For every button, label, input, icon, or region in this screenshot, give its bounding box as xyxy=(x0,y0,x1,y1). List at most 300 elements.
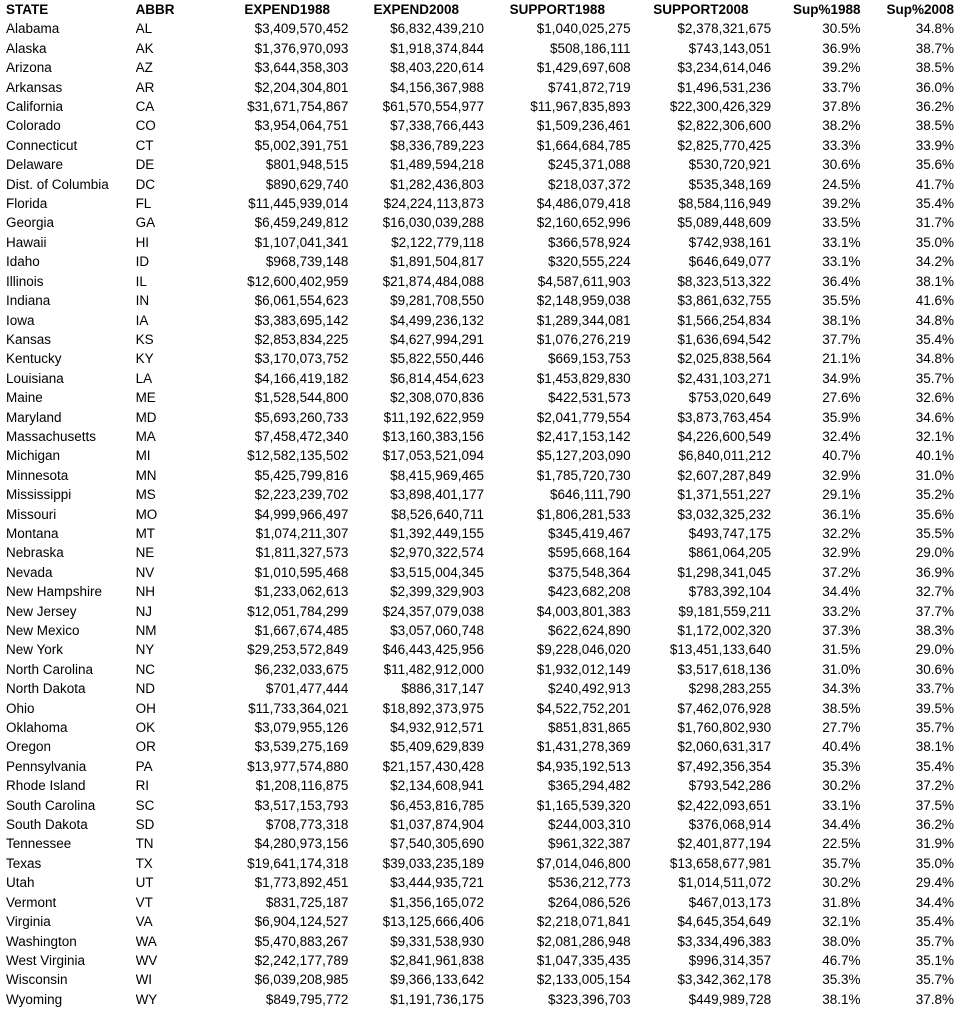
cell-sup-pct-2008: 34.8% xyxy=(915,21,954,37)
cell-abbr: PA xyxy=(135,758,153,774)
cell-expend2008: $1,891,504,817 xyxy=(390,254,484,270)
cell-support2008: $861,064,205 xyxy=(688,545,772,561)
cell-sup-pct-1988: 33.3% xyxy=(822,137,861,153)
cell-support2008: $1,014,511,072 xyxy=(678,875,772,891)
cell-state: Maine xyxy=(6,390,43,406)
cell-support1988: $961,322,387 xyxy=(548,836,631,852)
cell-sup-pct-1988: 33.1% xyxy=(822,234,861,250)
cell-expend1988: $6,459,249,812 xyxy=(254,215,349,231)
cell-state: Montana xyxy=(6,525,59,541)
cell-sup-pct-1988: 34.9% xyxy=(822,370,861,386)
column-header-expend1988: EXPEND1988 xyxy=(244,2,330,17)
cell-state: Colorado xyxy=(6,118,61,134)
cell-abbr: AR xyxy=(135,79,155,95)
cell-sup-pct-2008: 35.6% xyxy=(915,157,954,173)
cell-support2008: $2,825,770,425 xyxy=(677,137,772,153)
cell-state: New York xyxy=(6,642,64,658)
cell-support1988: $1,429,697,608 xyxy=(536,60,631,76)
cell-sup-pct-1988: 37.8% xyxy=(822,99,861,115)
cell-support1988: $622,624,890 xyxy=(548,623,631,638)
cell-expend1988: $11,445,939,014 xyxy=(248,196,349,212)
cell-support2008: $2,607,287,849 xyxy=(677,467,772,483)
table-row xyxy=(0,78,960,97)
cell-state: Kentucky xyxy=(6,351,62,367)
cell-support1988: $741,872,719 xyxy=(548,79,631,95)
cell-sup-pct-1988: 21.1% xyxy=(822,351,861,367)
cell-state: Indiana xyxy=(6,293,51,309)
cell-abbr: LA xyxy=(135,370,153,386)
cell-abbr: MI xyxy=(135,448,151,464)
cell-support2008: $6,840,011,212 xyxy=(678,448,772,464)
cell-state: West Virginia xyxy=(6,952,86,968)
cell-expend2008: $2,308,070,836 xyxy=(390,390,484,406)
cell-support2008: $2,025,838,564 xyxy=(677,351,772,367)
cell-state: Alabama xyxy=(6,21,60,37)
table-row xyxy=(0,427,960,446)
cell-sup-pct-2008: 35.7% xyxy=(915,933,954,949)
cell-sup-pct-1988: 31.0% xyxy=(822,661,861,677)
cell-state: Georgia xyxy=(6,215,55,231)
cell-state: Florida xyxy=(6,196,48,212)
cell-expend2008: $3,898,401,177 xyxy=(390,487,484,503)
cell-sup-pct-2008: 32.1% xyxy=(915,428,954,444)
cell-sup-pct-2008: 38.1% xyxy=(915,739,954,755)
cell-support2008: $9,181,559,211 xyxy=(678,603,772,619)
cell-sup-pct-1988: 35.7% xyxy=(822,855,861,871)
cell-expend2008: $1,392,449,155 xyxy=(390,525,484,541)
cell-expend2008: $6,832,439,210 xyxy=(390,21,484,37)
cell-state: Washington xyxy=(6,933,77,949)
table-row xyxy=(0,116,960,135)
table-row xyxy=(0,311,960,330)
cell-expend2008: $2,970,322,574 xyxy=(390,545,484,561)
cell-expend2008: $18,892,373,975 xyxy=(382,700,484,716)
cell-expend1988: $5,693,260,733 xyxy=(254,409,349,425)
cell-state: Oregon xyxy=(6,739,52,755)
cell-sup-pct-2008: 35.0% xyxy=(915,855,954,871)
cell-state: New Hampshire xyxy=(6,584,103,600)
cell-sup-pct-1988: 37.2% xyxy=(822,564,861,580)
cell-support1988: $2,081,286,948 xyxy=(536,933,631,949)
table-row xyxy=(0,524,960,543)
cell-sup-pct-1988: 38.1% xyxy=(822,312,861,328)
cell-abbr: VT xyxy=(135,894,153,910)
table-row xyxy=(0,543,960,562)
cell-expend1988: $701,477,444 xyxy=(265,681,349,697)
cell-expend1988: $801,948,515 xyxy=(265,157,349,173)
cell-state: Virginia xyxy=(6,914,51,930)
cell-support2008: $1,636,694,542 xyxy=(677,331,772,347)
cell-state: California xyxy=(6,99,64,115)
column-header-abbr: ABBR xyxy=(135,2,175,17)
table-row xyxy=(0,466,960,485)
cell-abbr: OK xyxy=(135,720,156,736)
cell-support2008: $3,517,618,136 xyxy=(677,661,772,677)
cell-support2008: $3,342,362,178 xyxy=(677,972,772,988)
cell-expend1988: $1,010,595,468 xyxy=(254,564,349,580)
cell-abbr: CA xyxy=(135,99,155,115)
cell-sup-pct-2008: 31.0% xyxy=(915,467,954,483)
cell-support1988: $1,806,281,533 xyxy=(536,506,631,522)
cell-sup-pct-2008: 35.4% xyxy=(915,331,954,347)
cell-abbr: KS xyxy=(135,331,154,347)
cell-expend2008: $16,030,039,288 xyxy=(382,215,484,231)
cell-sup-pct-2008: 38.7% xyxy=(915,40,954,56)
table-row xyxy=(0,19,960,38)
cell-sup-pct-1988: 30.2% xyxy=(822,875,861,891)
cell-state: Hawaii xyxy=(6,234,47,250)
cell-support2008: $530,720,921 xyxy=(688,157,772,173)
cell-support1988: $1,453,829,830 xyxy=(536,370,631,386)
cell-sup-pct-1988: 27.6% xyxy=(822,390,861,406)
cell-sup-pct-1988: 29.1% xyxy=(822,487,861,503)
cell-sup-pct-2008: 36.9% xyxy=(915,564,954,580)
cell-expend2008: $11,482,912,000 xyxy=(383,661,484,677)
cell-support1988: $4,587,611,903 xyxy=(537,273,631,289)
cell-support1988: $1,076,276,219 xyxy=(536,331,631,347)
cell-support2008: $7,492,356,354 xyxy=(677,758,772,774)
cell-support2008: $449,989,728 xyxy=(688,991,772,1007)
cell-sup-pct-1988: 46.7% xyxy=(822,952,861,968)
cell-sup-pct-1988: 33.1% xyxy=(822,797,861,813)
cell-support1988: $365,294,482 xyxy=(548,778,631,794)
cell-support2008: $2,822,306,600 xyxy=(677,118,772,134)
cell-support1988: $2,417,153,142 xyxy=(536,428,631,444)
table-row xyxy=(0,213,960,232)
table-header xyxy=(0,0,960,19)
cell-expend1988: $1,107,041,341 xyxy=(254,234,349,250)
cell-support2008: $8,323,513,322 xyxy=(677,273,772,289)
table-row xyxy=(0,776,960,795)
cell-expend1988: $4,280,973,156 xyxy=(254,836,349,852)
cell-abbr: WY xyxy=(135,991,158,1007)
cell-sup-pct-1988: 35.3% xyxy=(822,758,861,774)
cell-expend2008: $4,156,367,988 xyxy=(390,79,484,95)
cell-expend1988: $3,079,955,126 xyxy=(254,720,349,736)
cell-sup-pct-2008: 38.5% xyxy=(915,60,954,76)
table-row xyxy=(0,97,960,116)
cell-abbr: MD xyxy=(135,409,157,425)
cell-sup-pct-2008: 38.5% xyxy=(915,118,954,134)
cell-expend2008: $8,336,789,223 xyxy=(390,137,484,153)
cell-expend1988: $1,773,892,451 xyxy=(254,875,349,891)
cell-support2008: $22,300,426,329 xyxy=(669,99,772,115)
cell-support2008: $1,566,254,834 xyxy=(677,312,772,328)
table-row xyxy=(0,602,960,621)
cell-expend2008: $9,331,538,930 xyxy=(390,933,484,949)
cell-sup-pct-2008: 41.6% xyxy=(915,293,954,309)
table-row xyxy=(0,563,960,582)
cell-sup-pct-1988: 39.2% xyxy=(822,60,861,76)
cell-expend1988: $2,204,304,801 xyxy=(254,79,349,95)
cell-sup-pct-1988: 37.7% xyxy=(822,331,861,347)
cell-state: Dist. of Columbia xyxy=(6,176,109,192)
cell-sup-pct-1988: 34.3% xyxy=(822,681,861,697)
column-header-sup-pct-1988: Sup%1988 xyxy=(793,2,861,17)
cell-expend2008: $24,357,079,038 xyxy=(382,603,484,619)
cell-expend2008: $7,338,766,443 xyxy=(390,118,484,134)
cell-support1988: $1,165,539,320 xyxy=(536,797,631,813)
table-row xyxy=(0,621,960,640)
cell-sup-pct-2008: 32.7% xyxy=(915,584,954,600)
cell-expend2008: $8,415,969,465 xyxy=(390,467,484,483)
cell-support2008: $298,283,255 xyxy=(688,681,772,697)
cell-support2008: $3,873,763,454 xyxy=(677,409,772,425)
cell-expend1988: $831,725,187 xyxy=(265,894,349,910)
cell-support1988: $375,548,364 xyxy=(548,564,631,580)
table-row xyxy=(0,505,960,524)
cell-abbr: AL xyxy=(135,21,153,37)
cell-state: Arkansas xyxy=(6,79,63,95)
cell-expend2008: $21,874,484,088 xyxy=(382,273,484,289)
cell-abbr: MS xyxy=(135,487,156,503)
cell-expend1988: $13,977,574,880 xyxy=(247,758,349,774)
table-row xyxy=(0,718,960,737)
cell-sup-pct-2008: 35.7% xyxy=(915,972,954,988)
cell-expend2008: $2,122,779,118 xyxy=(391,234,484,250)
cell-abbr: IA xyxy=(135,312,149,328)
cell-support1988: $646,111,790 xyxy=(550,487,631,503)
cell-support1988: $2,218,071,841 xyxy=(536,914,631,930)
cell-support2008: $2,378,321,675 xyxy=(677,21,772,37)
cell-sup-pct-1988: 32.9% xyxy=(822,467,861,483)
cell-expend1988: $11,733,364,021 xyxy=(248,700,349,716)
cell-support1988: $5,127,203,090 xyxy=(536,448,631,464)
table-row xyxy=(0,893,960,912)
cell-state: Michigan xyxy=(6,448,61,464)
cell-expend1988: $29,253,572,849 xyxy=(247,642,349,658)
cell-expend1988: $6,061,554,623 xyxy=(254,293,349,309)
cell-sup-pct-2008: 39.5% xyxy=(915,700,954,716)
cell-support1988: $1,785,720,730 xyxy=(536,467,631,483)
cell-expend1988: $1,528,544,800 xyxy=(254,390,349,406)
cell-support2008: $13,451,133,640 xyxy=(669,642,772,658)
table-row xyxy=(0,388,960,407)
cell-sup-pct-2008: 31.9% xyxy=(915,836,954,852)
cell-support2008: $646,649,077 xyxy=(688,254,772,270)
cell-sup-pct-1988: 30.2% xyxy=(822,778,861,794)
cell-state: Pennsylvania xyxy=(6,758,87,774)
cell-state: Rhode Island xyxy=(6,778,86,794)
cell-sup-pct-2008: 32.6% xyxy=(915,390,954,406)
cell-sup-pct-2008: 35.5% xyxy=(915,525,954,541)
cell-sup-pct-1988: 35.3% xyxy=(822,972,861,988)
column-header-support2008: SUPPORT2008 xyxy=(653,2,749,17)
table-row xyxy=(0,990,960,1009)
cell-support1988: $4,003,801,383 xyxy=(536,603,631,619)
cell-state: Missouri xyxy=(6,506,57,522)
cell-sup-pct-2008: 35.7% xyxy=(915,370,954,386)
cell-abbr: ME xyxy=(135,390,156,406)
cell-sup-pct-2008: 35.1% xyxy=(915,952,954,968)
cell-support1988: $851,831,865 xyxy=(548,720,631,736)
column-header-sup-pct-2008: Sup%2008 xyxy=(886,2,954,17)
cell-sup-pct-1988: 40.4% xyxy=(822,739,861,755)
cell-support1988: $264,086,526 xyxy=(548,894,631,910)
table-row xyxy=(0,155,960,174)
cell-sup-pct-1988: 34.4% xyxy=(822,584,861,600)
cell-expend1988: $12,600,402,959 xyxy=(247,273,349,289)
cell-expend2008: $17,053,521,094 xyxy=(382,448,484,464)
table-row xyxy=(0,699,960,718)
table-row xyxy=(0,640,960,659)
cell-support1988: $320,555,224 xyxy=(548,254,631,270)
cell-abbr: NJ xyxy=(135,603,153,619)
cell-expend2008: $1,918,374,844 xyxy=(390,40,484,56)
cell-support2008: $996,314,357 xyxy=(688,952,772,968)
table-row xyxy=(0,194,960,213)
cell-expend2008: $5,409,629,839 xyxy=(390,739,484,755)
cell-state: North Carolina xyxy=(6,661,94,677)
cell-sup-pct-1988: 32.1% xyxy=(822,914,861,930)
cell-sup-pct-1988: 37.3% xyxy=(822,623,861,638)
cell-state: Ohio xyxy=(6,700,35,716)
cell-sup-pct-1988: 38.2% xyxy=(822,118,861,134)
cell-expend1988: $12,051,784,299 xyxy=(247,603,349,619)
cell-abbr: AZ xyxy=(135,60,153,76)
cell-sup-pct-1988: 30.5% xyxy=(822,21,861,37)
cell-sup-pct-2008: 36.2% xyxy=(915,817,954,833)
cell-sup-pct-2008: 35.4% xyxy=(915,914,954,930)
cell-expend1988: $849,795,772 xyxy=(265,991,349,1007)
cell-expend1988: $3,170,073,752 xyxy=(254,351,349,367)
table-row xyxy=(0,369,960,388)
cell-state: Arizona xyxy=(6,60,52,76)
table-row xyxy=(0,873,960,892)
cell-sup-pct-1988: 30.6% xyxy=(822,157,861,173)
cell-expend1988: $3,644,358,303 xyxy=(254,60,349,76)
cell-sup-pct-2008: 30.6% xyxy=(915,661,954,677)
cell-sup-pct-1988: 34.4% xyxy=(822,817,861,833)
cell-expend2008: $886,317,147 xyxy=(401,681,484,697)
cell-sup-pct-2008: 36.2% xyxy=(915,99,954,115)
cell-state: Wyoming xyxy=(6,991,63,1007)
cell-sup-pct-2008: 31.7% xyxy=(915,215,954,231)
cell-sup-pct-2008: 35.7% xyxy=(915,720,954,736)
table-row xyxy=(0,233,960,252)
cell-expend2008: $3,444,935,721 xyxy=(390,875,484,891)
cell-support2008: $2,060,631,317 xyxy=(677,739,772,755)
cell-support2008: $13,658,677,981 xyxy=(669,855,772,871)
table-row xyxy=(0,912,960,931)
cell-expend1988: $12,582,135,502 xyxy=(247,448,349,464)
cell-support2008: $2,401,877,194 xyxy=(677,836,772,852)
cell-support1988: $240,492,913 xyxy=(548,681,631,697)
cell-sup-pct-2008: 35.4% xyxy=(915,758,954,774)
cell-support2008: $3,234,614,046 xyxy=(677,60,772,76)
cell-abbr: UT xyxy=(135,875,154,891)
cell-sup-pct-1988: 38.5% xyxy=(822,700,861,716)
cell-expend1988: $1,208,116,875 xyxy=(255,778,349,794)
cell-sup-pct-1988: 33.5% xyxy=(822,215,861,231)
cell-sup-pct-2008: 29.0% xyxy=(915,642,954,658)
cell-support1988: $366,578,924 xyxy=(548,234,631,250)
cell-support2008: $535,348,169 xyxy=(688,176,772,192)
cell-sup-pct-2008: 34.2% xyxy=(915,254,954,270)
cell-state: Kansas xyxy=(6,331,52,347)
cell-support2008: $4,645,354,649 xyxy=(677,914,772,930)
cell-expend2008: $9,281,708,550 xyxy=(390,293,484,309)
cell-expend1988: $1,376,970,093 xyxy=(254,40,349,56)
cell-expend2008: $2,399,329,903 xyxy=(390,584,484,600)
cell-sup-pct-1988: 36.1% xyxy=(822,506,861,522)
table-row xyxy=(0,408,960,427)
cell-state: New Mexico xyxy=(6,623,80,638)
cell-support2008: $1,298,341,045 xyxy=(677,564,772,580)
cell-state: New Jersey xyxy=(6,603,77,619)
cell-expend2008: $7,540,305,690 xyxy=(390,836,484,852)
table-header-row xyxy=(0,0,960,19)
cell-support2008: $1,172,002,320 xyxy=(677,623,772,638)
cell-expend1988: $19,641,174,318 xyxy=(247,855,349,871)
cell-expend1988: $3,539,275,169 xyxy=(254,739,349,755)
cell-sup-pct-2008: 29.0% xyxy=(915,545,954,561)
cell-support2008: $783,392,104 xyxy=(688,584,772,600)
cell-sup-pct-1988: 32.4% xyxy=(822,428,861,444)
cell-support2008: $742,938,161 xyxy=(688,234,772,250)
cell-sup-pct-2008: 34.8% xyxy=(915,312,954,328)
cell-expend2008: $13,125,666,406 xyxy=(382,914,484,930)
cell-abbr: NY xyxy=(135,642,155,658)
cell-support2008: $753,020,649 xyxy=(688,390,772,406)
cell-state: Massachusetts xyxy=(6,428,97,444)
cell-expend1988: $2,853,834,225 xyxy=(254,331,349,347)
cell-support1988: $9,228,046,020 xyxy=(536,642,631,658)
cell-expend1988: $3,383,695,142 xyxy=(254,312,349,328)
cell-support2008: $1,760,802,930 xyxy=(677,720,772,736)
cell-abbr: MA xyxy=(135,428,156,444)
cell-expend2008: $61,570,554,977 xyxy=(382,99,484,115)
cell-sup-pct-1988: 33.1% xyxy=(822,254,861,270)
cell-sup-pct-1988: 33.2% xyxy=(822,603,861,619)
cell-abbr: DC xyxy=(135,176,156,192)
cell-sup-pct-1988: 27.7% xyxy=(822,720,861,736)
cell-support1988: $2,041,779,554 xyxy=(536,409,631,425)
cell-state: Texas xyxy=(6,855,42,871)
cell-expend2008: $4,932,912,571 xyxy=(390,720,484,736)
cell-sup-pct-2008: 36.0% xyxy=(915,79,954,95)
cell-expend1988: $7,458,472,340 xyxy=(254,428,349,444)
cell-support2008: $376,068,914 xyxy=(688,817,772,833)
cell-sup-pct-1988: 35.9% xyxy=(822,409,861,425)
cell-abbr: WI xyxy=(135,972,153,988)
cell-expend2008: $11,192,622,959 xyxy=(383,409,484,425)
cell-support1988: $423,682,208 xyxy=(548,584,631,600)
cell-support2008: $2,422,093,651 xyxy=(677,797,772,813)
cell-state: Minnesota xyxy=(6,467,69,483)
cell-sup-pct-2008: 37.7% xyxy=(915,603,954,619)
table-row xyxy=(0,291,960,310)
table-row xyxy=(0,58,960,77)
cell-expend2008: $8,526,640,711 xyxy=(391,506,484,522)
cell-state: Wisconsin xyxy=(6,972,68,988)
cell-expend1988: $968,739,148 xyxy=(265,254,349,270)
cell-support2008: $1,371,551,227 xyxy=(677,487,772,503)
cell-sup-pct-2008: 40.1% xyxy=(915,448,954,464)
table-row xyxy=(0,485,960,504)
cell-expend2008: $1,191,736,175 xyxy=(390,991,484,1007)
cell-sup-pct-2008: 37.5% xyxy=(915,797,954,813)
cell-support2008: $8,584,116,949 xyxy=(678,196,772,212)
cell-state: Connecticut xyxy=(6,137,78,153)
cell-abbr: NC xyxy=(135,661,156,677)
table-row xyxy=(0,796,960,815)
column-header-expend2008: EXPEND2008 xyxy=(373,2,459,17)
cell-sup-pct-1988: 31.5% xyxy=(822,642,861,658)
cell-expend1988: $6,232,033,675 xyxy=(254,661,349,677)
table-row xyxy=(0,660,960,679)
cell-sup-pct-1988: 38.0% xyxy=(822,933,861,949)
